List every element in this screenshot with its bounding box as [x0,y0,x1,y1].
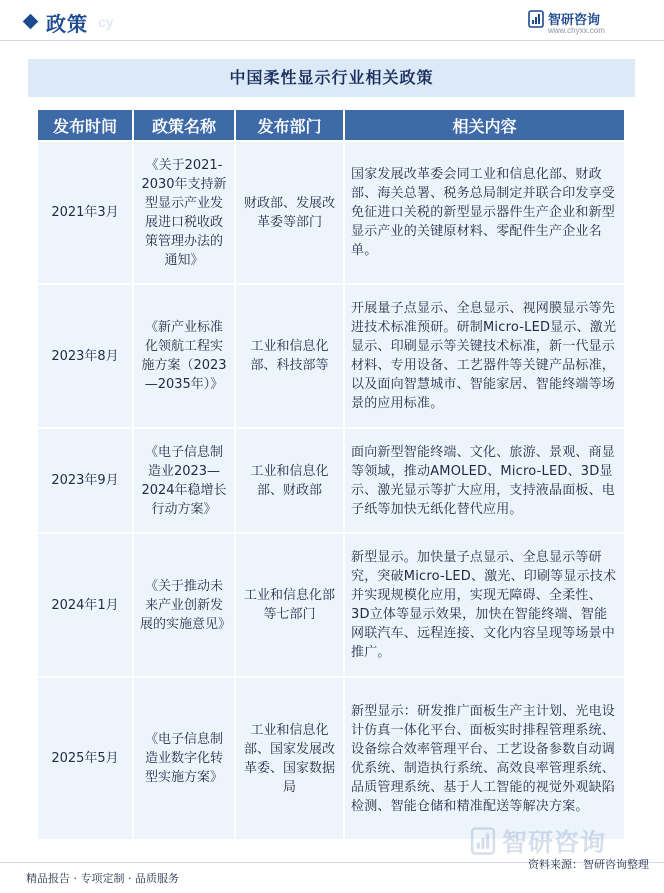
table-row [38,284,624,428]
row-department: 工业和信息化部等七部门 [235,533,344,677]
table-row [38,141,624,284]
row-policy-name: 《新产业标准化领航工程实施方案（2023—2035年）》 [133,284,235,428]
row-content: 国家发展改革委会同工业和信息化部、财政部、海关总署、税务总局制定并联合印发享受免征进口关税的新型显示器件生产企业和新型显示产业的关键原材料、零配件生产企业名单。 [344,141,624,284]
column-header-dept: 发布部门 [235,110,344,141]
section-title-ghost-text: cy [98,14,114,30]
brand-logo-icon [528,10,544,28]
row-date: 2023年8月 [38,284,133,428]
row-date: 2025年5月 [38,677,133,839]
row-department: 工业和信息化部、科技部等 [235,284,344,428]
row-department: 工业和信息化部、财政部 [235,428,344,533]
table-row [38,428,624,533]
watermark-logo-icon [470,827,496,855]
section-title: 政策 [46,12,88,36]
row-department: 工业和信息化部、国家发展改革委、国家数据局 [235,677,344,839]
footer-slogan: 精品报告 · 专项定制 · 品质服务 [26,872,179,885]
watermark-text: 智研咨询 [502,828,607,857]
row-policy-name: 《电子信息制造业2023—2024年稳增长行动方案》 [133,428,235,533]
column-header-date: 发布时间 [38,110,133,141]
table-title: 中国柔性显示行业相关政策 [229,68,434,87]
column-header-name: 政策名称 [133,110,235,141]
row-policy-name: 《关于2021-2030年支持新型显示产业发展进口税收政策管理办法的通知》 [133,141,235,284]
table-row [38,677,624,839]
table-title-band [28,59,635,97]
footer-source: 资料来源：智研咨询整理 [528,858,649,871]
row-content: 新型显示：研发推广面板生产主计划、光电设计仿真一体化平台、面板实时排程管理系统、设备综合效率管理平台、工艺设备参数自动调优系统、制造执行系统、高效良率管理系统、品质管理系统、基于人工智能的视觉外观缺陷检测、智能仓储和精准配送等解决方案。 [344,677,624,839]
row-content: 新型显示。加快量子点显示、全息显示等研究，突破Micro-LED、激光、印刷等显示技术并实现规模化应用，实现无障碍、全柔性、3D立体等显示效果，加快在智能终端、智能网联汽车、远程连接、文化内容呈现等场景中推广。 [344,533,624,677]
row-date: 2024年1月 [38,533,133,677]
row-content: 面向新型智能终端、文化、旅游、景观、商显等领域，推动AMOLED、Micro-LED、3D显示、激光显示等扩大应用，支持液晶面板、电子纸等加快无纸化替代应用。 [344,428,624,533]
row-department: 财政部、发展改革委等部门 [235,141,344,284]
brand-logo-block [528,8,638,38]
table-header-row [38,110,624,141]
row-content: 开展量子点显示、全息显示、视网膜显示等先进技术标准预研。研制Micro-LED显示、激光显示、印刷显示等关键技术标准，新一代显示材料、专用设备、工艺器件等关键产品标准，以及面向智慧城市、智能家居、智能终端等场景的应用标准。 [344,284,624,428]
column-header-content: 相关内容 [344,110,624,141]
row-policy-name: 《电子信息制造业数字化转型实施方案》 [133,677,235,839]
row-date: 2023年9月 [38,428,133,533]
policy-table [38,110,624,839]
diamond-icon [23,14,39,30]
row-date: 2021年3月 [38,141,133,284]
brand-name: 智研咨询 [548,13,601,28]
row-policy-name: 《关于推动未来产业创新发展的实施意见》 [133,533,235,677]
header-divider [0,40,664,41]
table-row [38,533,624,677]
page-header [0,0,664,44]
brand-url: www.chyxx.com [548,26,605,35]
